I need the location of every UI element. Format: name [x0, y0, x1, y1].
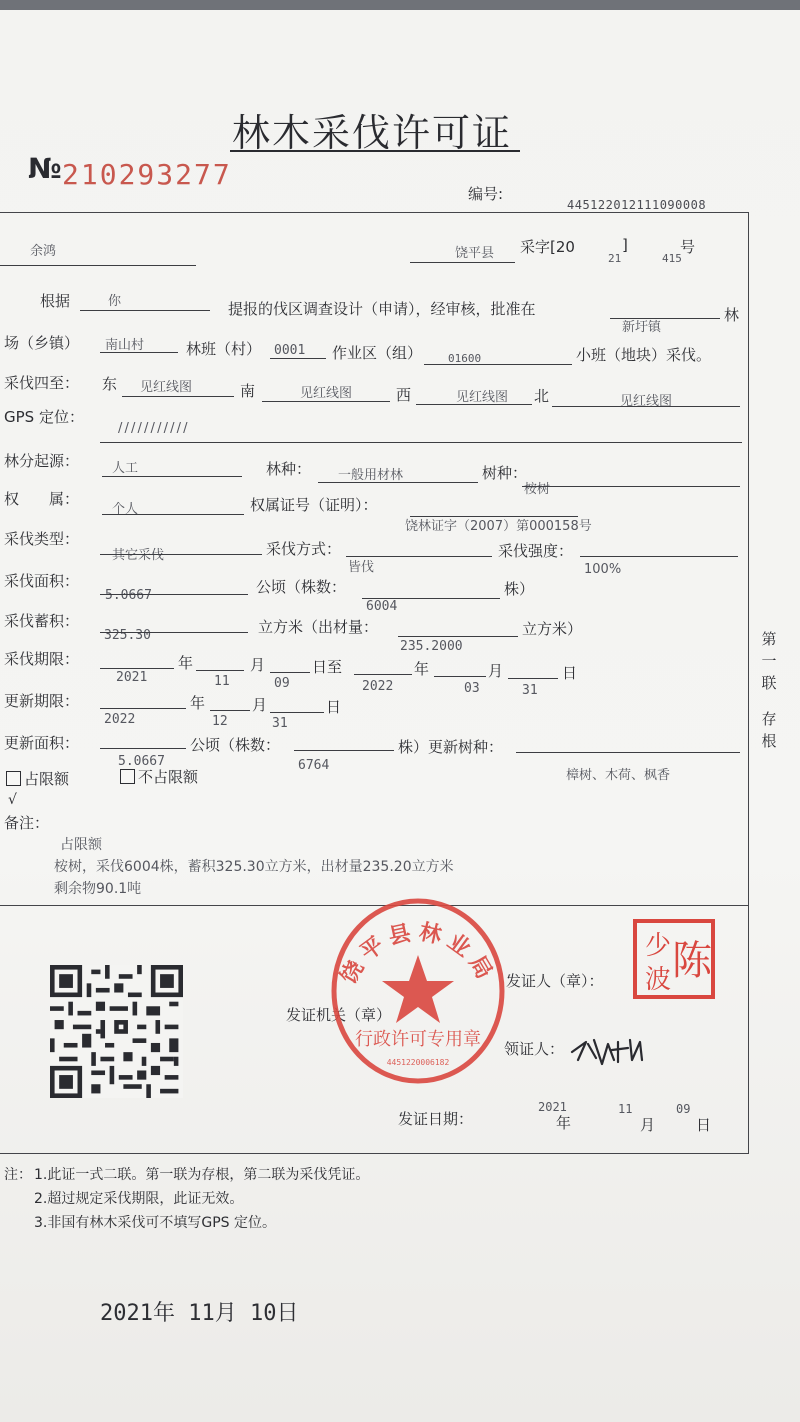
volume-underline — [100, 632, 248, 633]
handwritten-date: 2021年 11月 10日 — [100, 1301, 299, 1326]
zone-label: 作业区（组） — [332, 344, 423, 362]
renew-day: 31 — [272, 716, 288, 731]
period-month2-underline — [434, 676, 486, 677]
renew-month-underline — [210, 710, 250, 711]
permit-bracket: ] — [622, 236, 628, 254]
qr-code-icon — [50, 965, 183, 1098]
serial-number: 210293277 — [62, 158, 232, 191]
renew-yue: 月 — [252, 696, 268, 714]
receiver-signature — [568, 1030, 648, 1070]
remark-label: 备注： — [4, 814, 50, 832]
official-seal-stamp — [330, 895, 506, 1085]
period-day2-underline — [508, 678, 558, 679]
permit-number: 415 — [662, 252, 682, 265]
volume-label: 采伐蓄积： — [4, 612, 80, 630]
period-day1-underline — [270, 672, 310, 673]
renew-area-value: 5.0667 — [118, 754, 165, 769]
renew-ri: 日 — [326, 698, 342, 716]
permit-prefix: 采字[20 — [520, 238, 575, 256]
east-label: 东 — [102, 375, 118, 393]
applicant-underline — [0, 265, 196, 266]
north-underline — [552, 406, 740, 407]
renew-trees: 6764 — [298, 758, 330, 773]
xiaoban-label: 小班（地块）采伐。 — [576, 346, 712, 364]
gps-underline — [100, 442, 742, 443]
noquota-label: 不占限额 — [138, 768, 199, 786]
area-value: 5.0667 — [105, 588, 152, 603]
linban-value: 0001 — [274, 343, 306, 358]
gps-label: GPS 定位： — [4, 408, 84, 426]
period-ri: 日 — [562, 664, 578, 682]
renew-species-underline — [516, 752, 740, 753]
volume-out-underline — [398, 636, 518, 637]
species-underline — [522, 486, 740, 487]
period-label: 采伐期限： — [4, 650, 80, 668]
cert-value: 饶林证字（2007）第000158号 — [405, 519, 592, 534]
basis-text: 提报的伐区调查设计（申请），经审核，批准在 — [228, 300, 536, 318]
lin-label: 林 — [724, 306, 740, 324]
check-mark: √ — [8, 792, 17, 808]
basis-name: 你 — [108, 294, 122, 309]
west-underline — [416, 404, 532, 405]
permit-hao: 号 — [680, 238, 696, 256]
volume-value: 325.30 — [104, 628, 151, 643]
period-year2: 2022 — [362, 679, 394, 694]
volume-unit-close: 立方米） — [522, 620, 583, 638]
renew-nian: 年 — [190, 694, 206, 712]
remark-line-1: 占限额 — [60, 837, 102, 853]
basis-label: 根据 — [40, 292, 71, 310]
footnote-prefix: 注： — [4, 1167, 32, 1183]
area-unit: 公顷（株数： — [256, 578, 347, 596]
east-value: 见红线图 — [140, 380, 193, 395]
origin-underline — [102, 476, 242, 477]
south-underline — [262, 401, 390, 402]
origin-label: 林分起源： — [4, 452, 80, 470]
ownership-value: 个人 — [112, 502, 139, 517]
zone-underline — [424, 364, 572, 365]
renew-month: 12 — [212, 714, 228, 729]
zone-value: 01600 — [448, 352, 482, 365]
gps-value: / / / / / / / / / / / — [118, 421, 187, 436]
period-nian1: 年 — [178, 654, 194, 672]
volume-unit: 立方米（出材量： — [258, 618, 379, 636]
village-underline — [100, 352, 178, 353]
applicant-name: 余鸿 — [30, 244, 57, 259]
west-label: 西 — [396, 386, 412, 404]
county-value: 饶平县 — [455, 246, 495, 261]
north-label: 北 — [534, 387, 550, 405]
area-underline — [100, 594, 248, 595]
county-underline — [410, 262, 515, 263]
cut-type-underline — [100, 554, 262, 555]
number-mark: № — [28, 152, 62, 185]
issuer-person-label: 发证人（章）： — [506, 972, 604, 990]
period-month2: 03 — [464, 681, 480, 696]
period-year1-underline — [100, 668, 174, 669]
ownership-underline — [102, 514, 244, 515]
east-underline — [122, 396, 234, 397]
remark-line-2: 桉树，采伐6004株，蓄积325.30立方米，出材量235.20立方米 — [54, 859, 454, 875]
receiver-label: 领证人： — [504, 1040, 565, 1058]
period-nian2: 年 — [414, 660, 430, 678]
stub-label: 存根 — [761, 710, 777, 750]
cut-strength-value: 100% — [584, 562, 622, 577]
west-value: 见红线图 — [456, 390, 509, 405]
cut-method-underline — [346, 556, 492, 557]
renew-year-underline — [100, 708, 186, 709]
town-underline — [610, 318, 720, 319]
issue-date-label: 发证日期： — [398, 1110, 474, 1128]
renew-trees-underline — [294, 750, 394, 751]
ownership-label: 权 属： — [4, 490, 80, 508]
cut-type-label: 采伐类型： — [4, 530, 80, 548]
renew-species-value: 樟树、木荷、枫香 — [566, 768, 671, 783]
quota-label: 占限额 — [24, 770, 70, 788]
linban-label: 林班（村） — [186, 340, 262, 358]
period-year2-underline — [354, 674, 412, 675]
basis-underline — [80, 310, 210, 311]
renew-period-label: 更新期限： — [4, 692, 80, 710]
species-value: 桉树 — [524, 482, 551, 497]
village-value: 南山村 — [105, 338, 145, 353]
cut-type-value: 其它采伐 — [112, 548, 165, 563]
township-label: 场（乡镇） — [4, 334, 80, 352]
south-label: 南 — [240, 382, 256, 400]
renew-year: 2022 — [104, 712, 136, 727]
volume-out-value: 235.2000 — [400, 639, 463, 654]
period-month1-underline — [196, 670, 244, 671]
south-value: 见红线图 — [300, 386, 353, 401]
seal-bottom-text: 行政许可专用章 — [355, 1029, 481, 1050]
renew-species-label: 株）更新树种： — [398, 738, 504, 756]
forest-type-label: 林种： — [266, 460, 312, 478]
north-value: 见红线图 — [620, 394, 673, 409]
code-value: 445122012111090008 — [567, 198, 707, 212]
svg-text:陈: 陈 — [672, 938, 712, 984]
seal-number: 4451220006182 — [386, 1058, 450, 1067]
period-day1: 09 — [274, 676, 290, 691]
quota-checkbox[interactable] — [6, 771, 21, 786]
area-unit-close: 株） — [504, 580, 535, 598]
issue-month: 11 — [618, 1102, 633, 1116]
issuer-label: 发证机关（章） — [286, 1006, 392, 1024]
issue-ri: 日 — [696, 1116, 712, 1134]
cut-method-value: 皆伐 — [348, 560, 375, 575]
period-year1: 2021 — [116, 670, 148, 685]
footnote-3: 3.非国有林木采伐可不填写GPS 定位。 — [34, 1215, 276, 1231]
personal-seal-stamp — [632, 918, 716, 1000]
page-title: 林木采伐许可证 — [232, 111, 513, 155]
issue-nian: 年 — [556, 1114, 572, 1132]
area-label: 采伐面积： — [4, 572, 80, 590]
renew-day-underline — [270, 712, 324, 713]
title-underline — [230, 150, 520, 152]
copy-label: 第一联 — [761, 630, 777, 692]
issue-yue: 月 — [640, 1116, 656, 1134]
permit-year: 21 — [608, 252, 622, 265]
renew-area-underline — [100, 748, 186, 749]
forest-type-value: 一般用材林 — [338, 468, 404, 483]
renew-area-label: 更新面积： — [4, 734, 80, 752]
period-yue1: 月 — [250, 656, 266, 674]
remark-line-3: 剩余物90.1吨 — [54, 881, 142, 897]
period-day2: 31 — [522, 683, 538, 698]
footnote-2: 2.超过规定采伐期限，此证无效。 — [34, 1191, 244, 1207]
issue-day: 09 — [676, 1102, 691, 1116]
seal-top-text: 饶平县林业局 — [336, 919, 500, 989]
area-trees-underline — [362, 598, 500, 599]
origin-value: 人工 — [112, 461, 139, 476]
cut-method-label: 采伐方式： — [266, 540, 342, 558]
svg-text:波: 波 — [644, 965, 672, 995]
cut-strength-underline — [580, 556, 738, 557]
period-ri-zhi: 日至 — [312, 658, 343, 676]
species-label: 树种： — [482, 464, 528, 482]
town-value: 新圩镇 — [622, 320, 662, 335]
forest-type-underline — [318, 482, 478, 483]
footnote-1: 1.此证一式二联。第一联为存根，第二联为采伐凭证。 — [34, 1167, 370, 1183]
period-yue2: 月 — [488, 662, 504, 680]
cert-label: 权属证号（证明）： — [250, 496, 378, 514]
cut-strength-label: 采伐强度： — [498, 542, 574, 560]
area-trees: 6004 — [366, 599, 398, 614]
code-label: 编号: — [468, 185, 504, 203]
period-month1: 11 — [214, 674, 230, 689]
noquota-checkbox[interactable] — [120, 769, 135, 784]
svg-text:少: 少 — [644, 931, 672, 961]
issue-year: 2021 — [538, 1100, 567, 1114]
boundaries-label: 采伐四至： — [4, 374, 80, 392]
renew-area-unit: 公顷（株数： — [190, 736, 281, 754]
linban-underline — [270, 358, 326, 359]
